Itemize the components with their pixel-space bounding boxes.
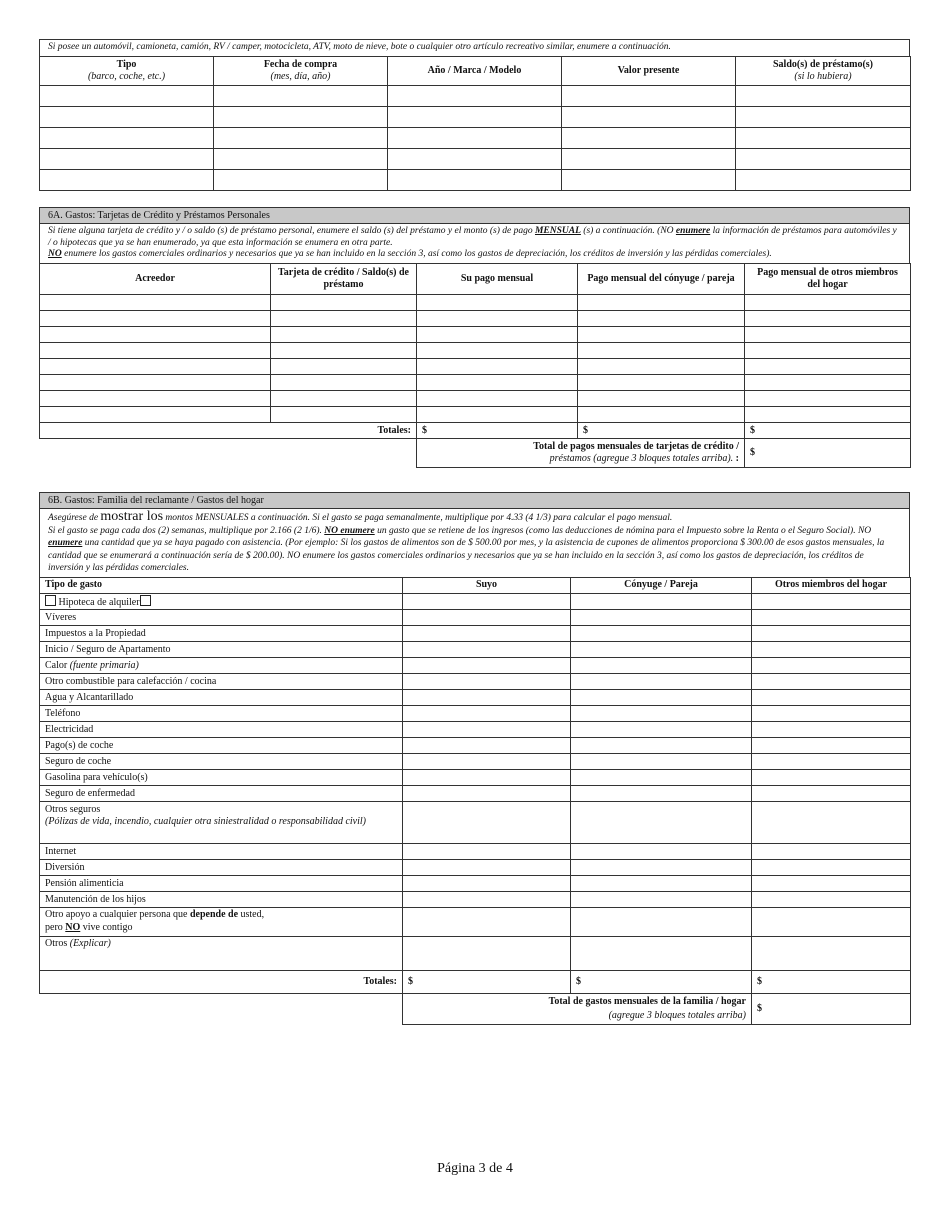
- col-acreedor: Acreedor: [40, 263, 271, 294]
- expense-row: Inicio / Seguro de Apartamento: [40, 641, 911, 657]
- credit-row: [40, 374, 911, 390]
- section-6b-header: 6B. Gastos: Familia del reclamante / Gastos del hogar: [39, 492, 910, 508]
- col-su-pago: Su pago mensual: [417, 263, 578, 294]
- credit-row: [40, 294, 911, 310]
- page-number: Página 3 de 4: [437, 1161, 513, 1176]
- expense-row: Electricidad: [40, 721, 911, 737]
- credit-grand-total-row: [40, 438, 911, 467]
- expense-row: Otro combustible para calefacción / cocina: [40, 673, 911, 689]
- credit-total-otros[interactable]: $: [745, 422, 911, 438]
- checkbox-hipoteca[interactable]: [45, 595, 56, 606]
- credit-totals-row: [40, 422, 911, 438]
- expense-row: Hipoteca de alquiler: [40, 593, 911, 609]
- household-total-otros[interactable]: $: [752, 970, 911, 993]
- credit-row: [40, 358, 911, 374]
- credit-row: [40, 390, 911, 406]
- household-table: [39, 577, 911, 1025]
- credit-row: [40, 406, 911, 422]
- household-totals-label: Totales:: [40, 970, 403, 993]
- vehicles-table: [39, 56, 911, 191]
- expense-row-otros: Otros (Explicar): [40, 936, 911, 970]
- expense-row: Calor (fuente primaria): [40, 657, 911, 673]
- col-pago-otros: Pago mensual de otros miembros del hogar: [745, 263, 911, 294]
- expense-row: Agua y Alcantarillado: [40, 689, 911, 705]
- expense-row: Diversión: [40, 859, 911, 875]
- col-tipo: Tipo (barco, coche, etc.): [40, 56, 214, 85]
- household-grand-label: Total de gastos mensuales de la familia / hogar (agregue 3 bloques totales arriba): [403, 993, 752, 1024]
- expense-row: Víveres: [40, 609, 911, 625]
- expense-row: Manutención de los hijos: [40, 891, 911, 907]
- vehicles-caption: Si posee un automóvil, camioneta, camión, RV / camper, motocicleta, ATV, moto de nieve, bote o cualquier otro artículo recreativo similar, enumere a continuación.: [39, 39, 910, 56]
- expense-row: Pensión alimenticia: [40, 875, 911, 891]
- expense-row: Impuestos a la Propiedad: [40, 625, 911, 641]
- section-6b: [39, 492, 910, 1025]
- credit-row: [40, 326, 911, 342]
- credit-total-su[interactable]: $: [417, 422, 578, 438]
- credit-grand-total[interactable]: $: [745, 438, 911, 467]
- expense-row: Internet: [40, 843, 911, 859]
- credit-row: [40, 342, 911, 358]
- household-total-conyuge[interactable]: $: [571, 970, 752, 993]
- expense-row: Pago(s) de coche: [40, 737, 911, 753]
- expense-row: Otro apoyo a cualquier persona que depende de usted, pero NO vive contigo: [40, 907, 911, 936]
- vehicle-row: [40, 106, 911, 127]
- household-grand-total-row: [40, 993, 911, 1024]
- household-total-suyo[interactable]: $: [403, 970, 571, 993]
- credit-total-conyuge[interactable]: $: [578, 422, 745, 438]
- credit-totals-label: Totales:: [40, 422, 417, 438]
- expense-row: Gasolina para vehículo(s): [40, 769, 911, 785]
- col-conyuge: Cónyuge / Pareja: [571, 577, 752, 593]
- section-6a: [39, 207, 910, 468]
- vehicle-row: [40, 127, 911, 148]
- section-6a-intro: Si tiene alguna tarjeta de crédito y / o saldo (s) de préstamo personal, enumere el saldo (s) del préstamo y el monto (s) de pago MENSUAL (s) a continuación. (NO enumere la información de préstamos para automóviles y / o hipotecas que ya se han enumerado, ya que esta información se enumera en otra parte. NO enumere los gastos comerciales ordinarios y necesarios que ya se han incluido en la sección 3, así como los gastos de depreciación, los créditos de inversión y las pérdidas comerciales).: [39, 223, 910, 263]
- vehicle-row: [40, 85, 911, 106]
- credit-grand-label: Total de pagos mensuales de tarjetas de crédito / préstamos (agregue 3 bloques totales arriba). :: [417, 438, 745, 467]
- col-tarjeta-saldo: Tarjeta de crédito / Saldo(s) de préstamo: [271, 263, 417, 294]
- section-6a-header: 6A. Gastos: Tarjetas de Crédito y Préstamos Personales: [39, 207, 910, 223]
- household-totals-row: [40, 970, 911, 993]
- col-pago-conyuge: Pago mensual del cónyuge / pareja: [578, 263, 745, 294]
- col-suyo: Suyo: [403, 577, 571, 593]
- vehicles-section: [39, 39, 910, 191]
- col-ano-marca-modelo: Año / Marca / Modelo: [388, 56, 562, 85]
- credit-table: [39, 263, 911, 468]
- expense-row: Teléfono: [40, 705, 911, 721]
- col-otros-miembros: Otros miembros del hogar: [752, 577, 911, 593]
- vehicle-row: [40, 169, 911, 190]
- section-6b-intro: Asegúrese de mostrar los montos MENSUALES a continuación. Si el gasto se paga semanalmente, multiplique por 4.33 (4 1/3) para calcular el pago mensual. Si el gasto se paga cada dos (2) semanas, multiplique por 2.166 (2 1/6). NO enumere un gasto que se retiene de los ingresos (como las deducciones de nómina para el Impuesto sobre la Renta o el Seguro Social). NO enumere una cantidad que ya se haya pagado con asistencia. (Por ejemplo: Si los gastos de alimentos son de $ 500.00 por mes, y la asistencia de cupones de alimentos proporciona $ 300.00 de esos gastos mensuales, la cantidad que se enumerará a continuación sería de $ 200.00). NO enumere los gastos comerciales ordinarios y necesarios que ya se han incluido en la sección 3, así como los gastos de depreciación, los créditos de inversión y las pérdidas comerciales.: [39, 508, 910, 577]
- col-valor-presente: Valor presente: [562, 56, 736, 85]
- credit-row: [40, 310, 911, 326]
- household-grand-total[interactable]: $: [752, 993, 911, 1024]
- expense-row: Seguro de enfermedad: [40, 785, 911, 801]
- expense-row: Otros seguros (Pólizas de vida, incendio, cualquier otra siniestralidad o responsabilidad civil): [40, 801, 911, 843]
- vehicle-row: [40, 148, 911, 169]
- col-saldo-prestamo: Saldo(s) de préstamo(s) (si lo hubiera): [736, 56, 911, 85]
- checkbox-alquiler[interactable]: [140, 595, 151, 606]
- expense-row: Seguro de coche: [40, 753, 911, 769]
- col-tipo-gasto: Tipo de gasto: [40, 577, 403, 593]
- col-fecha-compra: Fecha de compra (mes, día, año): [214, 56, 388, 85]
